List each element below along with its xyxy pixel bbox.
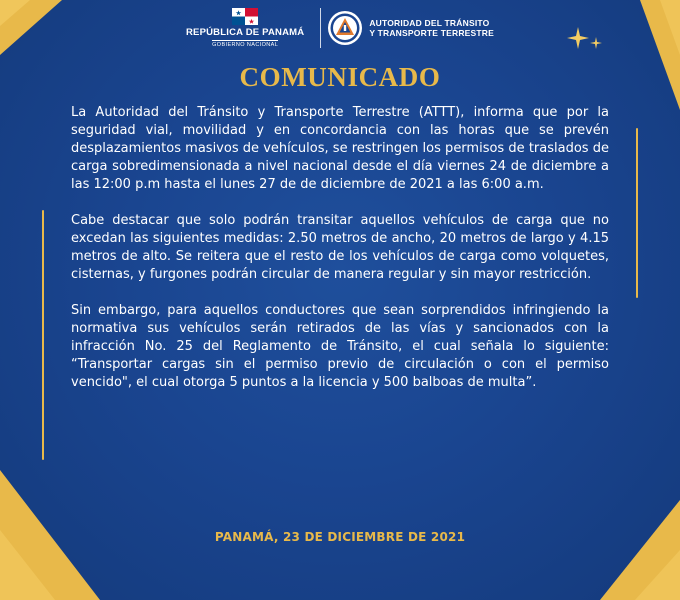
paragraph-3: Sin embargo, para aquellos conductores que sean sorprendidos infringiendo la normativa sus vehículos serán retirados de las vías y sancionados con la infracción No. 25 del Reglamento de Tránsito, el cual señala lo siguiente: “Transportar cargas sin el permiso previo de circulación o con el permiso vencido", el cual otorga 5 puntos a la licencia y 500 balboas de multa”.: [71, 303, 609, 390]
bottom-right-corner-decoration: [600, 500, 680, 600]
right-gold-line: [636, 128, 638, 298]
paragraph-1: La Autoridad del Tránsito y Transporte Terrestre (ATTT), informa que por la seguridad vial, movilidad y en concordancia con las horas que se prevén desplazamientos masivos de vehículos, se restringen los permisos de traslados de carga sobredimensionada a nivel nacional desde el día viernes 24 de diciembre a las 12:00 p.m hasta el lunes 27 de de diciembre de 2021 a las 6:00 a.m.: [71, 105, 609, 192]
panama-flag-icon: [232, 8, 258, 25]
authority-name-line2: Y TRANSPORTE TERRESTRE: [369, 28, 495, 38]
announcement-body: [71, 104, 609, 410]
date-line: PANAMÁ, 23 DE DICIEMBRE DE 2021: [214, 530, 466, 544]
government-name: REPÚBLICA DE PANAMÁ: [185, 27, 305, 38]
attt-seal-icon: [327, 10, 363, 46]
authority-name: [369, 18, 494, 38]
government-logo: [186, 8, 304, 48]
header-divider: [320, 8, 321, 48]
left-gold-line: [42, 210, 44, 460]
paragraph-2: Cabe destacar que solo podrán transitar aquellos vehículos de carga que no excedan las siguientes medidas: 2.50 metros de ancho, 20 metros de largo y 4.15 metros de alto. Se reitera que el resto de los vehículos de carga como volquetes, cisternas, y furgones podrán circular de manera regular y sin mayor restricción.: [71, 213, 609, 282]
header: [0, 6, 680, 50]
government-subtitle: GOBIERNO NACIONAL: [212, 42, 279, 48]
page-title: COMUNICADO: [239, 62, 441, 92]
authority-name-line1: AUTORIDAD DEL TRÁNSITO: [369, 18, 490, 28]
